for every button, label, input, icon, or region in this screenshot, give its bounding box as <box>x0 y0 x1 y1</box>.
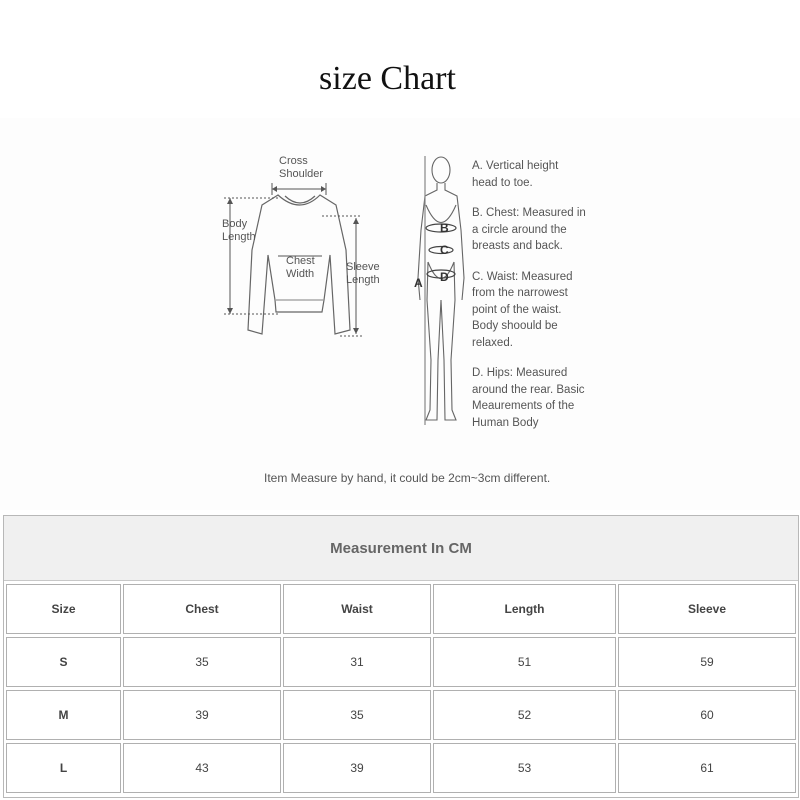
table-cell-chest: 39 <box>123 690 281 740</box>
sleeve-length-label-1: Sleeve <box>346 261 380 273</box>
note-d: D. Hips: Measured around the rear. Basic Meaurements of the Human Body <box>472 367 585 429</box>
header-cell-chest: Chest <box>123 584 281 634</box>
table-caption: Measurement In CM <box>4 516 798 581</box>
label-c: C <box>440 243 449 257</box>
table-cell-chest: 43 <box>123 743 281 793</box>
table-cell-waist: 31 <box>283 637 431 687</box>
table-cell-sleeve: 61 <box>618 743 796 793</box>
header-cell-sleeve: Sleeve <box>618 584 796 634</box>
table-cell-waist: 35 <box>283 690 431 740</box>
table-cell-size: S <box>6 637 121 687</box>
sleeve-length-label-2: Length <box>346 274 380 286</box>
header-cell-length: Length <box>433 584 616 634</box>
header-cell-waist: Waist <box>283 584 431 634</box>
chest-width-label-2: Width <box>286 268 315 280</box>
label-a: A <box>414 276 423 290</box>
table-cell-length: 53 <box>433 743 616 793</box>
header-cell-size: Size <box>6 584 121 634</box>
size-table <box>3 515 799 798</box>
table-cell-sleeve: 59 <box>618 637 796 687</box>
measurement-notes <box>472 158 587 445</box>
table-cell-size: L <box>6 743 121 793</box>
note-c: C. Waist: Measured from the narrowest point of the waist. Body shoould be relaxed. <box>472 270 573 349</box>
table-cell-length: 52 <box>433 690 616 740</box>
table-cell-sleeve: 60 <box>618 690 796 740</box>
table-cell-waist: 39 <box>283 743 431 793</box>
note-a: A. Vertical height head to toe. <box>472 160 559 189</box>
body-length-label-2: Length <box>222 231 256 243</box>
note-b: B. Chest: Measured in a circle around the breasts and back. <box>472 207 586 252</box>
measure-disclaimer: Item Measure by hand, it could be 2cm~3cm different. <box>264 471 551 485</box>
page-title: size Chart <box>319 60 456 97</box>
label-b: B <box>440 221 449 235</box>
cross-shoulder-label-1: Cross <box>279 155 308 167</box>
table-cell-size: M <box>6 690 121 740</box>
label-d: D <box>440 270 449 284</box>
chest-width-label-1: Chest <box>286 255 315 267</box>
table-cell-length: 51 <box>433 637 616 687</box>
cross-shoulder-label-2: Shoulder <box>279 168 324 180</box>
body-length-label-1: Body <box>222 218 248 230</box>
table-cell-chest: 35 <box>123 637 281 687</box>
